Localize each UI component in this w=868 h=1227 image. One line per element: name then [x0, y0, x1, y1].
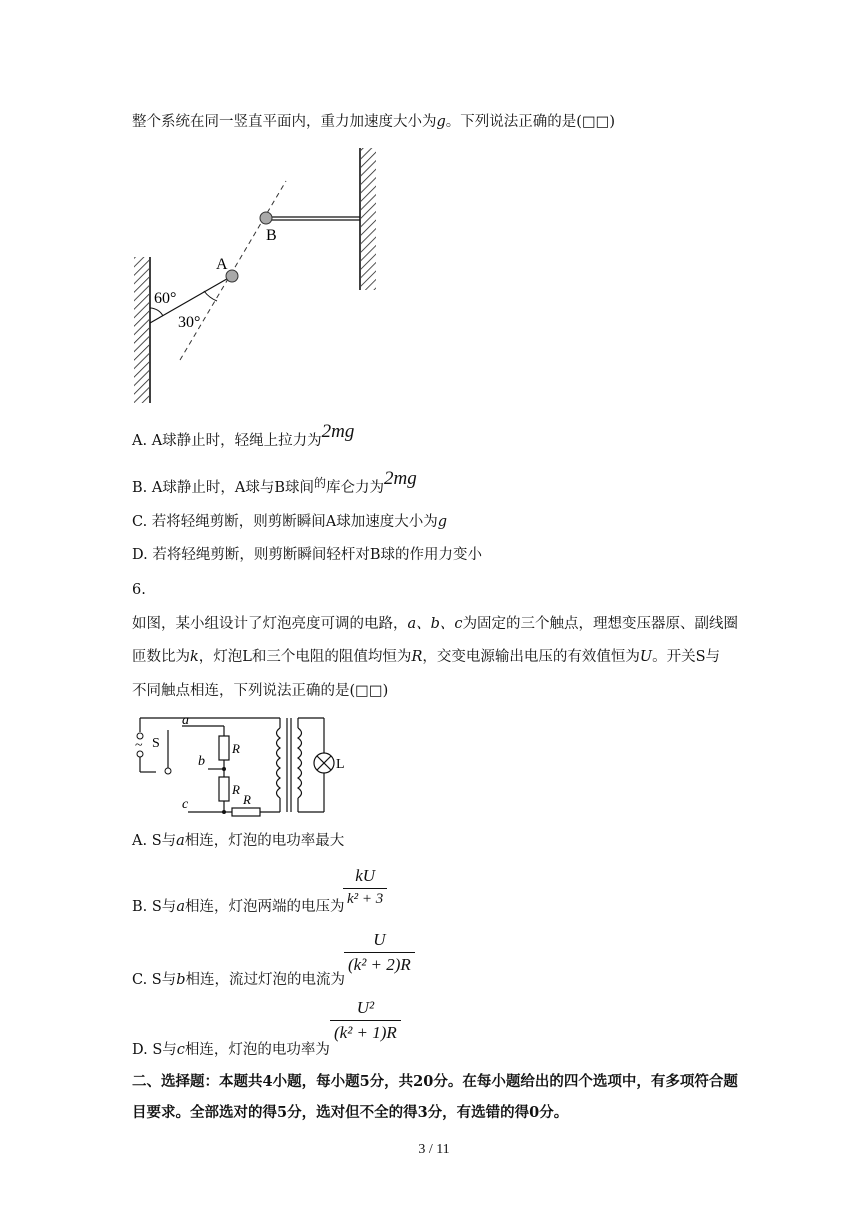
q6-option-b-denominator: k² + 3 [347, 891, 384, 907]
q6-option-d-fraction [330, 998, 401, 1043]
q5-option-b-text-2: 库仑力为 [326, 480, 384, 496]
q5-stem [132, 112, 615, 132]
q6-option-b-post: 相连，灯泡两端的电压为 [184, 899, 345, 915]
q6-option-c-numerator: U [373, 930, 386, 949]
q6-option-c-denominator: (k² + 2)R [348, 955, 411, 974]
q5-option-c-var: g [437, 514, 448, 530]
label-b: B [266, 227, 277, 244]
q6-option-a-var: a [176, 833, 185, 849]
contact-a-label: a [182, 713, 189, 728]
q6-option-b-numerator: kU [355, 866, 376, 885]
q6-line1-text-2: 为固定的三个触点，理想变压器原、副线圈 [462, 616, 739, 632]
q5-stem-text-2: 。下列说法正确的是( [445, 114, 582, 130]
q5-option-b-expr: 2mg [384, 468, 417, 489]
q6-line2-text-3: ，交变电源输出电压的有效值恒为 [422, 649, 640, 665]
q6-line2-var-r: R [411, 649, 423, 665]
junction-b [222, 767, 226, 771]
q6-line2-text-4: 。开关S与 [652, 649, 721, 665]
fraction-bar [330, 1020, 401, 1021]
page-number: 3 / 11 [418, 1142, 450, 1157]
q5-answer-blank: □□ [581, 114, 610, 130]
q6-option-a [132, 831, 344, 851]
q6-line1-vars: a、b、c [407, 616, 463, 632]
q6-line2-text: 匝数比为 [132, 649, 190, 665]
q6-number: 6. [132, 582, 146, 598]
primary-coil [277, 728, 281, 798]
ac-symbol: ~ [135, 738, 143, 753]
q6-option-d-numerator: U² [356, 998, 375, 1017]
resistor-1 [219, 736, 229, 760]
q6-option-d-pre: D. S与 [132, 1042, 177, 1058]
q5-option-c-text: C. 若将轻绳剪断，则剪断瞬间A球加速度大小为 [132, 514, 438, 530]
q6-option-c [132, 970, 345, 990]
q5-option-d [132, 545, 482, 565]
q6-option-c-var: b [176, 972, 186, 988]
q6-line2-var-u: U [639, 649, 653, 665]
q5-option-b-text: B. A球静止时，A球与B球间 [132, 480, 314, 496]
contact-b-label: b [198, 754, 205, 769]
angle-arc-60 [150, 308, 163, 316]
q6-line2-text-2: ，灯泡L和三个电阻的阻值均恒为 [198, 649, 412, 665]
resistor-3 [232, 808, 260, 816]
q6-option-b [132, 897, 344, 917]
resistor-1-label: R [232, 741, 240, 756]
q5-stem-text: 整个系统在同一竖直平面内，重力加速度大小为 [132, 114, 437, 130]
q5-stem-var-g: g [436, 114, 446, 130]
angle-arc-30 [204, 291, 217, 301]
q5-option-a-text: A. A球静止时，轻绳上拉力为 [132, 433, 322, 449]
q6-option-c-pre: C. S与 [132, 972, 177, 988]
right-wall-hatch [361, 148, 376, 290]
lamp-label: L [336, 757, 345, 772]
q6-option-d-denominator: (k² + 1)R [334, 1023, 397, 1042]
label-30: 30° [178, 314, 201, 331]
q6-stem-line-1 [132, 614, 738, 634]
q6-option-c-post: 相连，流过灯泡的电流为 [185, 972, 346, 988]
section-2-heading-line-2: 目要求。全部选对的得5分，选对但不全的得3分，有选错的得0分。 [132, 1104, 569, 1121]
switch-contact [165, 768, 171, 774]
q5-figure [128, 145, 388, 410]
q5-stem-close: ) [609, 114, 616, 130]
q6-line3-text: 不同触点相连，下列说法正确的是( [132, 683, 356, 699]
q5-option-d-text: D. 若将轻绳剪断，则剪断瞬间轻杆对B球的作用力变小 [132, 547, 482, 563]
q6-line3-close: ) [382, 683, 389, 699]
q6-option-d [132, 1040, 330, 1060]
q6-stem-line-3 [132, 681, 388, 701]
q5-option-a [132, 421, 355, 451]
q6-answer-blank: □□ [355, 683, 383, 699]
contact-c-label: c [182, 797, 189, 812]
q5-option-a-expr: 2mg [321, 421, 355, 442]
label-60: 60° [154, 290, 177, 307]
ball-b [260, 212, 272, 224]
q6-option-b-var: a [176, 899, 185, 915]
q6-line1-text: 如图，某小组设计了灯泡亮度可调的电路， [132, 616, 408, 632]
fraction-bar [343, 888, 387, 889]
label-a: A [216, 256, 228, 273]
q6-option-d-var: c [176, 1042, 185, 1058]
q6-line2-var-k: k [190, 649, 199, 665]
switch-label: S [152, 736, 160, 751]
q6-option-d-post: 相连，灯泡的电功率为 [184, 1042, 330, 1058]
q6-stem-line-2 [132, 647, 720, 667]
left-wall-hatch [134, 257, 149, 403]
resistor-3-label: R [243, 792, 251, 807]
q6-circuit [128, 710, 358, 820]
section-2-heading-line-1: 二、选择题：本题共4小题，每小题5分，共20分。在每小题给出的四个选项中，有多项符合题 [132, 1073, 738, 1090]
q6-option-a-pre: A. S与 [132, 833, 177, 849]
q6-option-b-fraction [343, 866, 387, 908]
q5-option-b [132, 468, 417, 498]
q5-option-b-small: 的 [313, 476, 326, 490]
resistor-2-label: R [232, 782, 240, 797]
q6-option-b-pre: B. S与 [132, 899, 177, 915]
q6-option-c-fraction [344, 930, 415, 975]
q6-option-a-post: 相连，灯泡的电功率最大 [184, 833, 345, 849]
ball-a [226, 270, 238, 282]
fraction-bar [344, 952, 415, 953]
secondary-coil [298, 728, 302, 798]
q5-option-c [132, 512, 447, 532]
resistor-2 [219, 777, 229, 801]
